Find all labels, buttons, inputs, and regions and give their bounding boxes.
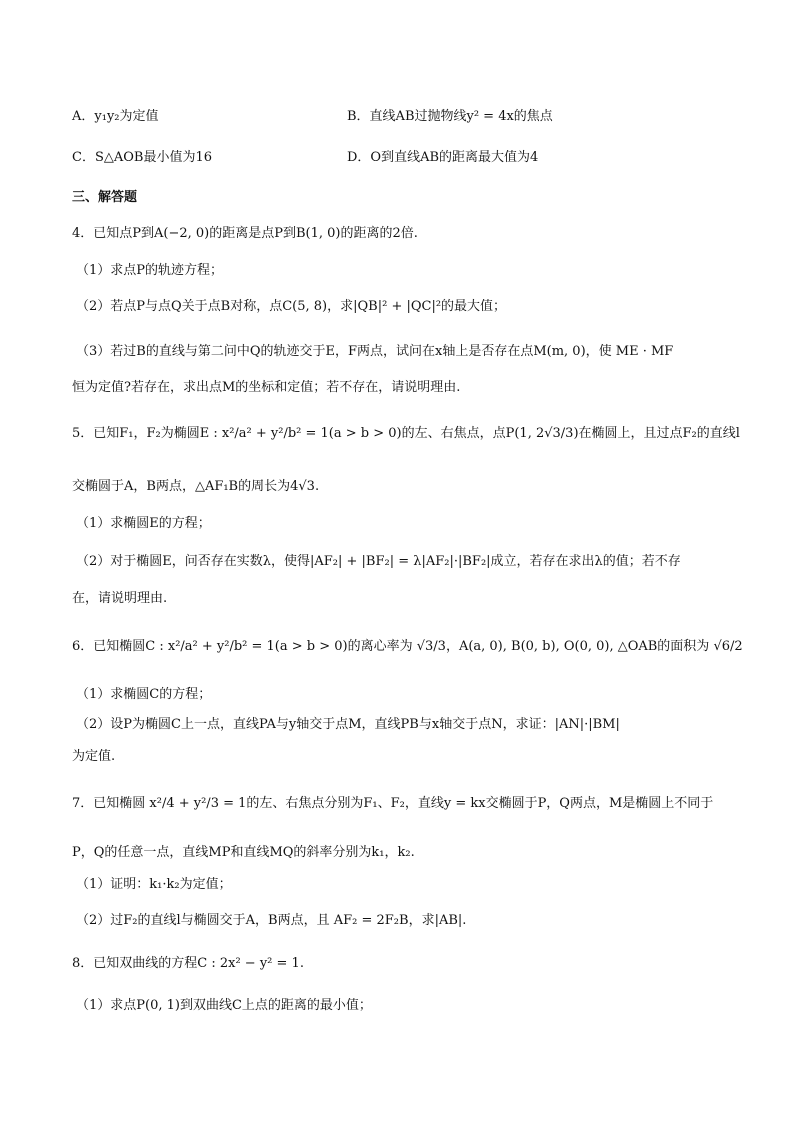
choice-c: C．S△AOB最小值为16 (72, 150, 212, 165)
q4-part2: （2）若点P与点Q关于点B对称，点C(5, 8)，求|QB|² + |QC|²的最大值； (76, 299, 507, 314)
q6-part1: （1）求椭圆C的方程； (76, 687, 212, 702)
choice-row-cd (72, 149, 734, 167)
choice-row-ab (72, 108, 734, 126)
q4-part3-line2: 恒为定值?若存在，求出点M的坐标和定值；若不存在，请说明理由. (72, 380, 461, 395)
q5-part2-line2: 在，请说明理由. (72, 591, 168, 606)
choice-a: A．y₁y₂为定值 (72, 109, 159, 124)
q7-part1: （1）证明：k₁·k₂为定值； (76, 877, 232, 892)
q6-stem: 6．已知椭圆C : x²/a² + y²/b² = 1(a > b > 0)的离心率为 √3/3，A(a, 0), B(0, b), O(0, 0), △OAB的面积为 √6/2 (72, 639, 743, 654)
q5-stem-line2: 交椭圆于A，B两点，△AF₁B的周长为4√3. (72, 479, 320, 494)
q6-part2-line2: 为定值. (72, 749, 116, 764)
q8-stem: 8．已知双曲线的方程C : 2x² − y² = 1. (72, 956, 304, 971)
q5-part2-line1: （2）对于椭圆E，问否存在实数λ，使得|AF₂| + |BF₂| = λ|AF₂|·|BF₂|成立，若存在求出λ的值；若不存 (76, 554, 681, 569)
choice-d: D．O到直线AB的距离最大值为4 (347, 150, 539, 165)
choice-b: B．直线AB过抛物线y² = 4x的焦点 (347, 109, 553, 124)
q5-part1: （1）求椭圆E的方程； (76, 516, 211, 531)
q7-part2: （2）过F₂的直线l与椭圆交于A，B两点，且 AF₂ = 2F₂B，求|AB|. (76, 913, 467, 928)
section-heading: 三、解答题 (72, 190, 138, 205)
q8-part1: （1）求点P(0, 1)到双曲线C上点的距离的最小值； (76, 998, 372, 1013)
q6-part2-line1: （2）设P为椭圆C上一点，直线PA与y轴交于点M，直线PB与x轴交于点N，求证：|AN|·|BM| (76, 717, 620, 732)
q7-stem-line2: P，Q的任意一点，直线MP和直线MQ的斜率分别为k₁，k₂. (72, 845, 415, 860)
q7-stem-line1: 7．已知椭圆 x²/4 + y²/3 = 1的左、右焦点分别为F₁、F₂，直线y = kx交椭圆于P，Q两点，M是椭圆上不同于 (72, 796, 714, 811)
q4-part3-line1: （3）若过B的直线与第二问中Q的轨迹交于E，F两点，试问在x轴上是否存在点M(m, 0)，使 ME · MF (76, 344, 674, 359)
q4-part1: （1）求点P的轨迹方程； (76, 263, 224, 278)
q5-stem-line1: 5．已知F₁，F₂为椭圆E : x²/a² + y²/b² = 1(a > b > 0)的左、右焦点，点P(1, 2√3/3)在椭圆上，且过点F₂的直线l (72, 426, 740, 441)
q4-stem: 4．已知点P到A(−2, 0)的距离是点P到B(1, 0)的距离的2倍. (72, 226, 418, 241)
